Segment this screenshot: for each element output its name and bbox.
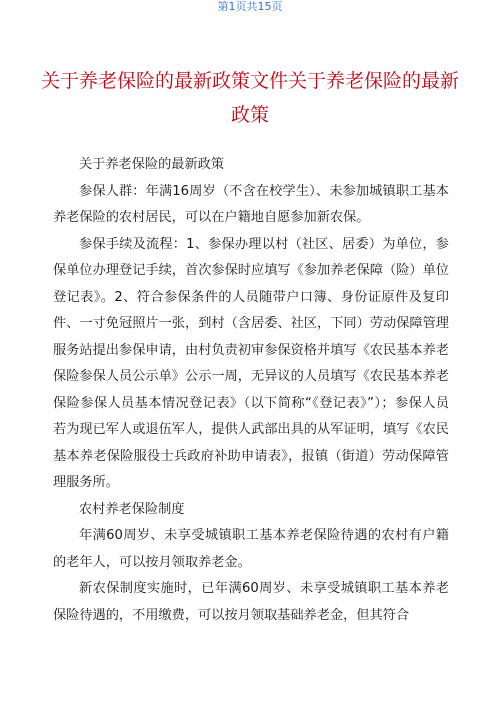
paragraph-enrollment-procedure: 参保手续及流程：1、参保办理以村（社区、居委）为单位，参保单位办理登记手续，首次参保时应填写《参加养老保障（险）单位登记表》。2、符合参保条件的人员随带户口簿、身份证原件及复印件、一寸免冠照片一张，到村（含居委、社区，下同）劳动保障管理服务站提出参保申请，由村负责初审参保资格并填写《农民基本养老保险参保人员公示单》公示一周，无异议的人员填写《农民基本养老保险参保人员基本情况登记表》（以下简称“《登记表》”）；参保人员若为现已军人或退伍军人，提供人武部出具的从军证明，填写《农民基本养老保险服役士兵政府补助申请表》，报镇（街道）劳动保障管理服务所。	[53, 236, 449, 490]
document-title: 关于养老保险的最新政策文件关于养老保险的最新政策	[40, 70, 459, 126]
document-body	[53, 152, 449, 629]
paragraph-subtitle: 关于养老保险的最新政策	[79, 157, 225, 172]
paragraph-eligible-population: 参保人群：年满16周岁（不含在校学生）、未参加城镇职工基本养老保险的农村居民，可以在户籍地自愿参加新农保。	[53, 183, 449, 225]
paragraph-implementation: 新农保制度实施时，已年满60周岁、未享受城镇职工基本养老保险待遇的，不用缴费，可以按月领取基础养老金，但其符合	[53, 581, 449, 623]
paragraph-pension-eligibility: 年满60周岁、未享受城镇职工基本养老保险待遇的农村有户籍的老年人，可以按月领取养老金。	[53, 528, 449, 570]
page-indicator: 第1页共15页	[217, 0, 283, 13]
paragraph-section-heading: 农村养老保险制度	[79, 501, 185, 517]
